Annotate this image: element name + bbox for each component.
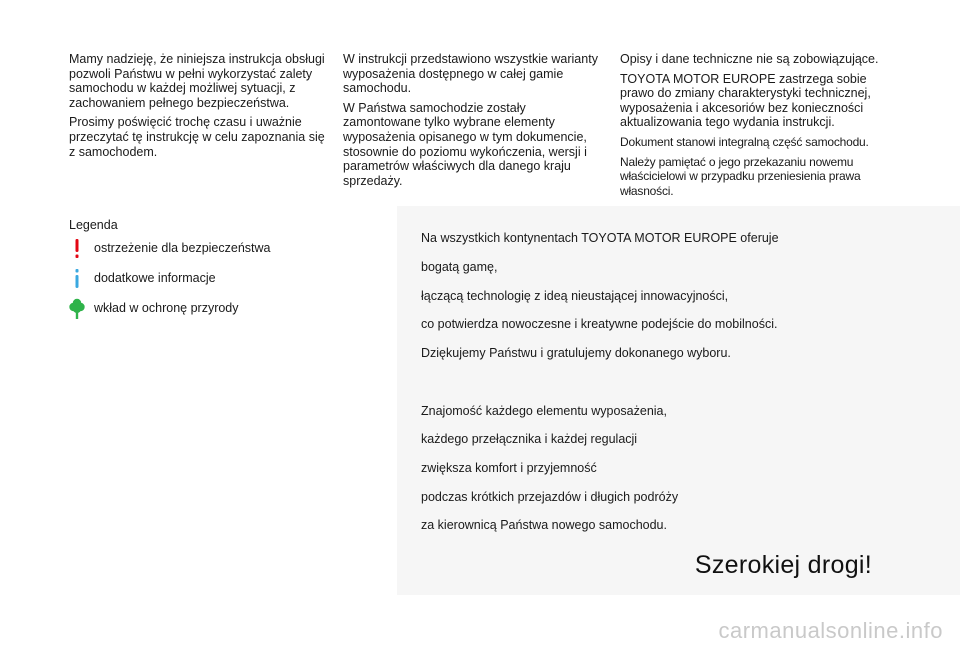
legend-item-label: dodatkowe informacje xyxy=(94,271,216,285)
intro-column-3 xyxy=(620,52,888,203)
legend-item-environment xyxy=(69,298,369,320)
legend-item-label: ostrzeżenie dla bezpieczeństwa xyxy=(94,241,271,255)
welcome-panel xyxy=(397,206,960,595)
exclamation-icon xyxy=(69,238,85,260)
intro-column-1 xyxy=(69,52,331,164)
paragraph: W instrukcji przedstawiono wszystkie warianty wyposażenia dostępnego w całej gamie samochodu. xyxy=(343,52,598,96)
legend-item-warning xyxy=(69,238,369,260)
intro-column-2 xyxy=(343,52,601,193)
panel-line: każdego przełącznika i każdej regulacji xyxy=(421,432,638,446)
panel-line: podczas krótkich przejazdów i długich podróży xyxy=(421,490,679,504)
paragraph: W Państwa samochodzie zostały zamontowane tylko wybrane elementy wyposażenia opisanego w tym dokumencie, stosownie do poziomu wykończenia, wersji i parametrów właściwych dla danego kraju sprzedaży. xyxy=(343,100,587,188)
panel-line: co potwierdza nowoczesne i kreatywne podejście do mobilności. xyxy=(421,317,778,331)
paragraph: TOYOTA MOTOR EUROPE zastrzega sobie prawo do zmiany charakterystyki technicznej, wyposażenia i akcesoriów bez konieczności aktualizowania tego wydania instrukcji. xyxy=(620,71,871,130)
paragraph: Prosimy poświęcić trochę czasu i uważnie przeczytać tę instrukcję w celu zapoznania się z samochodem. xyxy=(69,115,325,159)
paragraph: Należy pamiętać o jego przekazaniu nowemu właścicielowi w przypadku przeniesienia prawa własności. xyxy=(620,154,861,198)
tree-icon xyxy=(69,298,85,320)
panel-line: bogatą gamę, xyxy=(421,260,498,274)
panel-line: zwiększa komfort i przyjemność xyxy=(421,461,597,475)
paragraph: Opisy i dane techniczne nie są zobowiązujące. xyxy=(620,52,879,66)
paragraph: Mamy nadzieję, że niniejsza instrukcja obsługi pozwoli Państwu w pełni wykorzystać zalety samochodu w każdej możliwej sytuacji, z zachowaniem pełnego bezpieczeństwa. xyxy=(69,52,325,110)
watermark: carmanualsonline.info xyxy=(718,618,943,643)
paragraph: Dokument stanowi integralną część samochodu. xyxy=(620,134,869,149)
legend-title: Legenda xyxy=(69,218,118,232)
slogan: Szerokiej drogi! xyxy=(694,551,872,579)
legend xyxy=(69,218,369,315)
panel-line: Na wszystkich kontynentach TOYOTA MOTOR EUROPE oferuje xyxy=(421,231,779,245)
panel-line: za kierownicą Państwa nowego samochodu. xyxy=(421,518,667,532)
legend-item-label: wkład w ochronę przyrody xyxy=(94,301,239,315)
panel-line: Dziękujemy Państwu i gratulujemy dokonanego wyboru. xyxy=(421,346,731,360)
panel-line: łączącą technologię z ideą nieustającej innowacyjności, xyxy=(421,289,729,303)
panel-line: Znajomość każdego elementu wyposażenia, xyxy=(421,404,667,418)
legend-item-info xyxy=(69,268,369,290)
info-icon xyxy=(69,268,85,290)
